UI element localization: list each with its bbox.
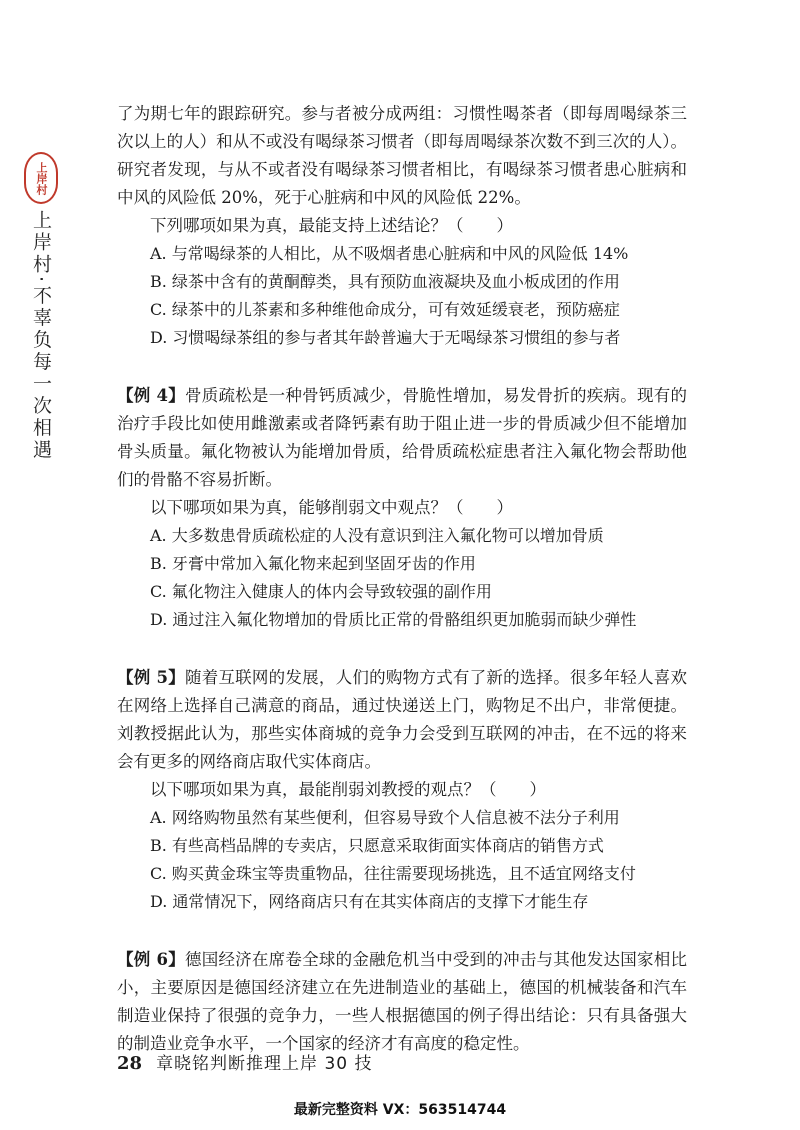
option-c: C. 氟化物注入健康人的体内会导致较强的副作用 (150, 582, 492, 601)
page-content (117, 100, 687, 1058)
example-tag: 【例 4】 (117, 386, 185, 405)
example-6 (117, 946, 687, 1058)
question-block (117, 100, 687, 352)
option-b: B. 绿茶中含有的黄酮醇类，具有预防血液凝块及血小板成团的作用 (150, 272, 620, 291)
option-d: D. 习惯喝绿茶组的参与者其年龄普遍大于无喝绿茶习惯组的参与者 (150, 328, 621, 347)
example-tag: 【例 6】 (117, 950, 185, 969)
example-tag: 【例 5】 (117, 668, 185, 687)
option-a: A. 大多数患骨质疏松症的人没有意识到注入氟化物可以增加骨质 (150, 526, 604, 545)
contact-watermark: 最新完整资料 VX：563514744 (293, 1102, 507, 1118)
passage-text: 【例 4】骨质疏松是一种骨钙质减少，骨脆性增加，易发骨折的疾病。现有的治疗手段比如使用雌激素或者降钙素有助于阻止进一步的骨质减少但不能增加骨头质量。氟化物被认为能增加骨质，给骨质疏松症患者注入氟化物会帮助他们的骨骼不容易折断。 (117, 386, 688, 489)
option-b: B. 牙膏中常加入氟化物来起到坚固牙齿的作用 (150, 554, 476, 573)
option-a: A. 与常喝绿茶的人相比，从不吸烟者患心脏病和中风的风险低 14% (150, 244, 629, 263)
question-stem: 以下哪项如果为真，最能削弱刘教授的观点？（ ） (150, 780, 546, 799)
option-d: D. 通常情况下，网络商店只有在其实体商店的支撑下才能生存 (150, 892, 589, 911)
option-c: C. 购买黄金珠宝等贵重物品，往往需要现场挑选，且不适宜网络支付 (150, 864, 636, 883)
option-d: D. 通过注入氟化物增加的骨质比正常的骨骼组织更加脆弱而缺少弹性 (150, 610, 637, 629)
page-footer (117, 1049, 373, 1074)
passage-text: 了为期七年的跟踪研究。参与者被分成两组：习惯性喝茶者（即每周喝绿茶三次以上的人）和从不或没有喝绿茶习惯者（即每周喝绿茶次数不到三次的人）。研究者发现，与从不或者没有喝绿茶习惯者相比，有喝绿茶习惯者患心脏病和中风的风险低 20%，死于心脏病和中风的风险低 22%。 (117, 104, 687, 207)
publisher-logo: 上岸村 (24, 152, 58, 204)
side-slogan: 上岸村·不辜负每一次相遇 (30, 210, 52, 462)
option-c: C. 绿茶中的儿茶素和多种维他命成分，可有效延缓衰老，预防癌症 (150, 300, 620, 319)
book-title: 章晓铭判断推理上岸 30 技 (156, 1054, 373, 1074)
passage-text: 【例 5】随着互联网的发展，人们的购物方式有了新的选择。很多年轻人喜欢在网络上选择自己满意的商品，通过快递送上门，购物足不出户，非常便捷。刘教授据此认为，那些实体商城的竞争力会受到互联网的冲击，在不远的将来会有更多的网络商店取代实体商店。 (117, 668, 688, 771)
passage-text: 【例 6】德国经济在席卷全球的金融危机当中受到的冲击与其他发达国家相比小，主要原因是德国经济建立在先进制造业的基础上，德国的机械装备和汽车制造业保持了很强的竞争力，一些人根据德国的例子得出结论：只有具备强大的制造业竞争水平，一个国家的经济才有高度的稳定性。 (117, 950, 688, 1053)
question-stem: 下列哪项如果为真，最能支持上述结论？（ ） (150, 216, 513, 235)
page-number: 28 (117, 1053, 143, 1074)
option-b: B. 有些高档品牌的专卖店，只愿意采取街面实体商店的销售方式 (150, 836, 604, 855)
question-stem: 以下哪项如果为真，能够削弱文中观点？（ ） (150, 498, 513, 517)
option-a: A. 网络购物虽然有某些便利，但容易导致个人信息被不法分子利用 (150, 808, 620, 827)
example-5 (117, 664, 687, 916)
example-4 (117, 382, 687, 634)
